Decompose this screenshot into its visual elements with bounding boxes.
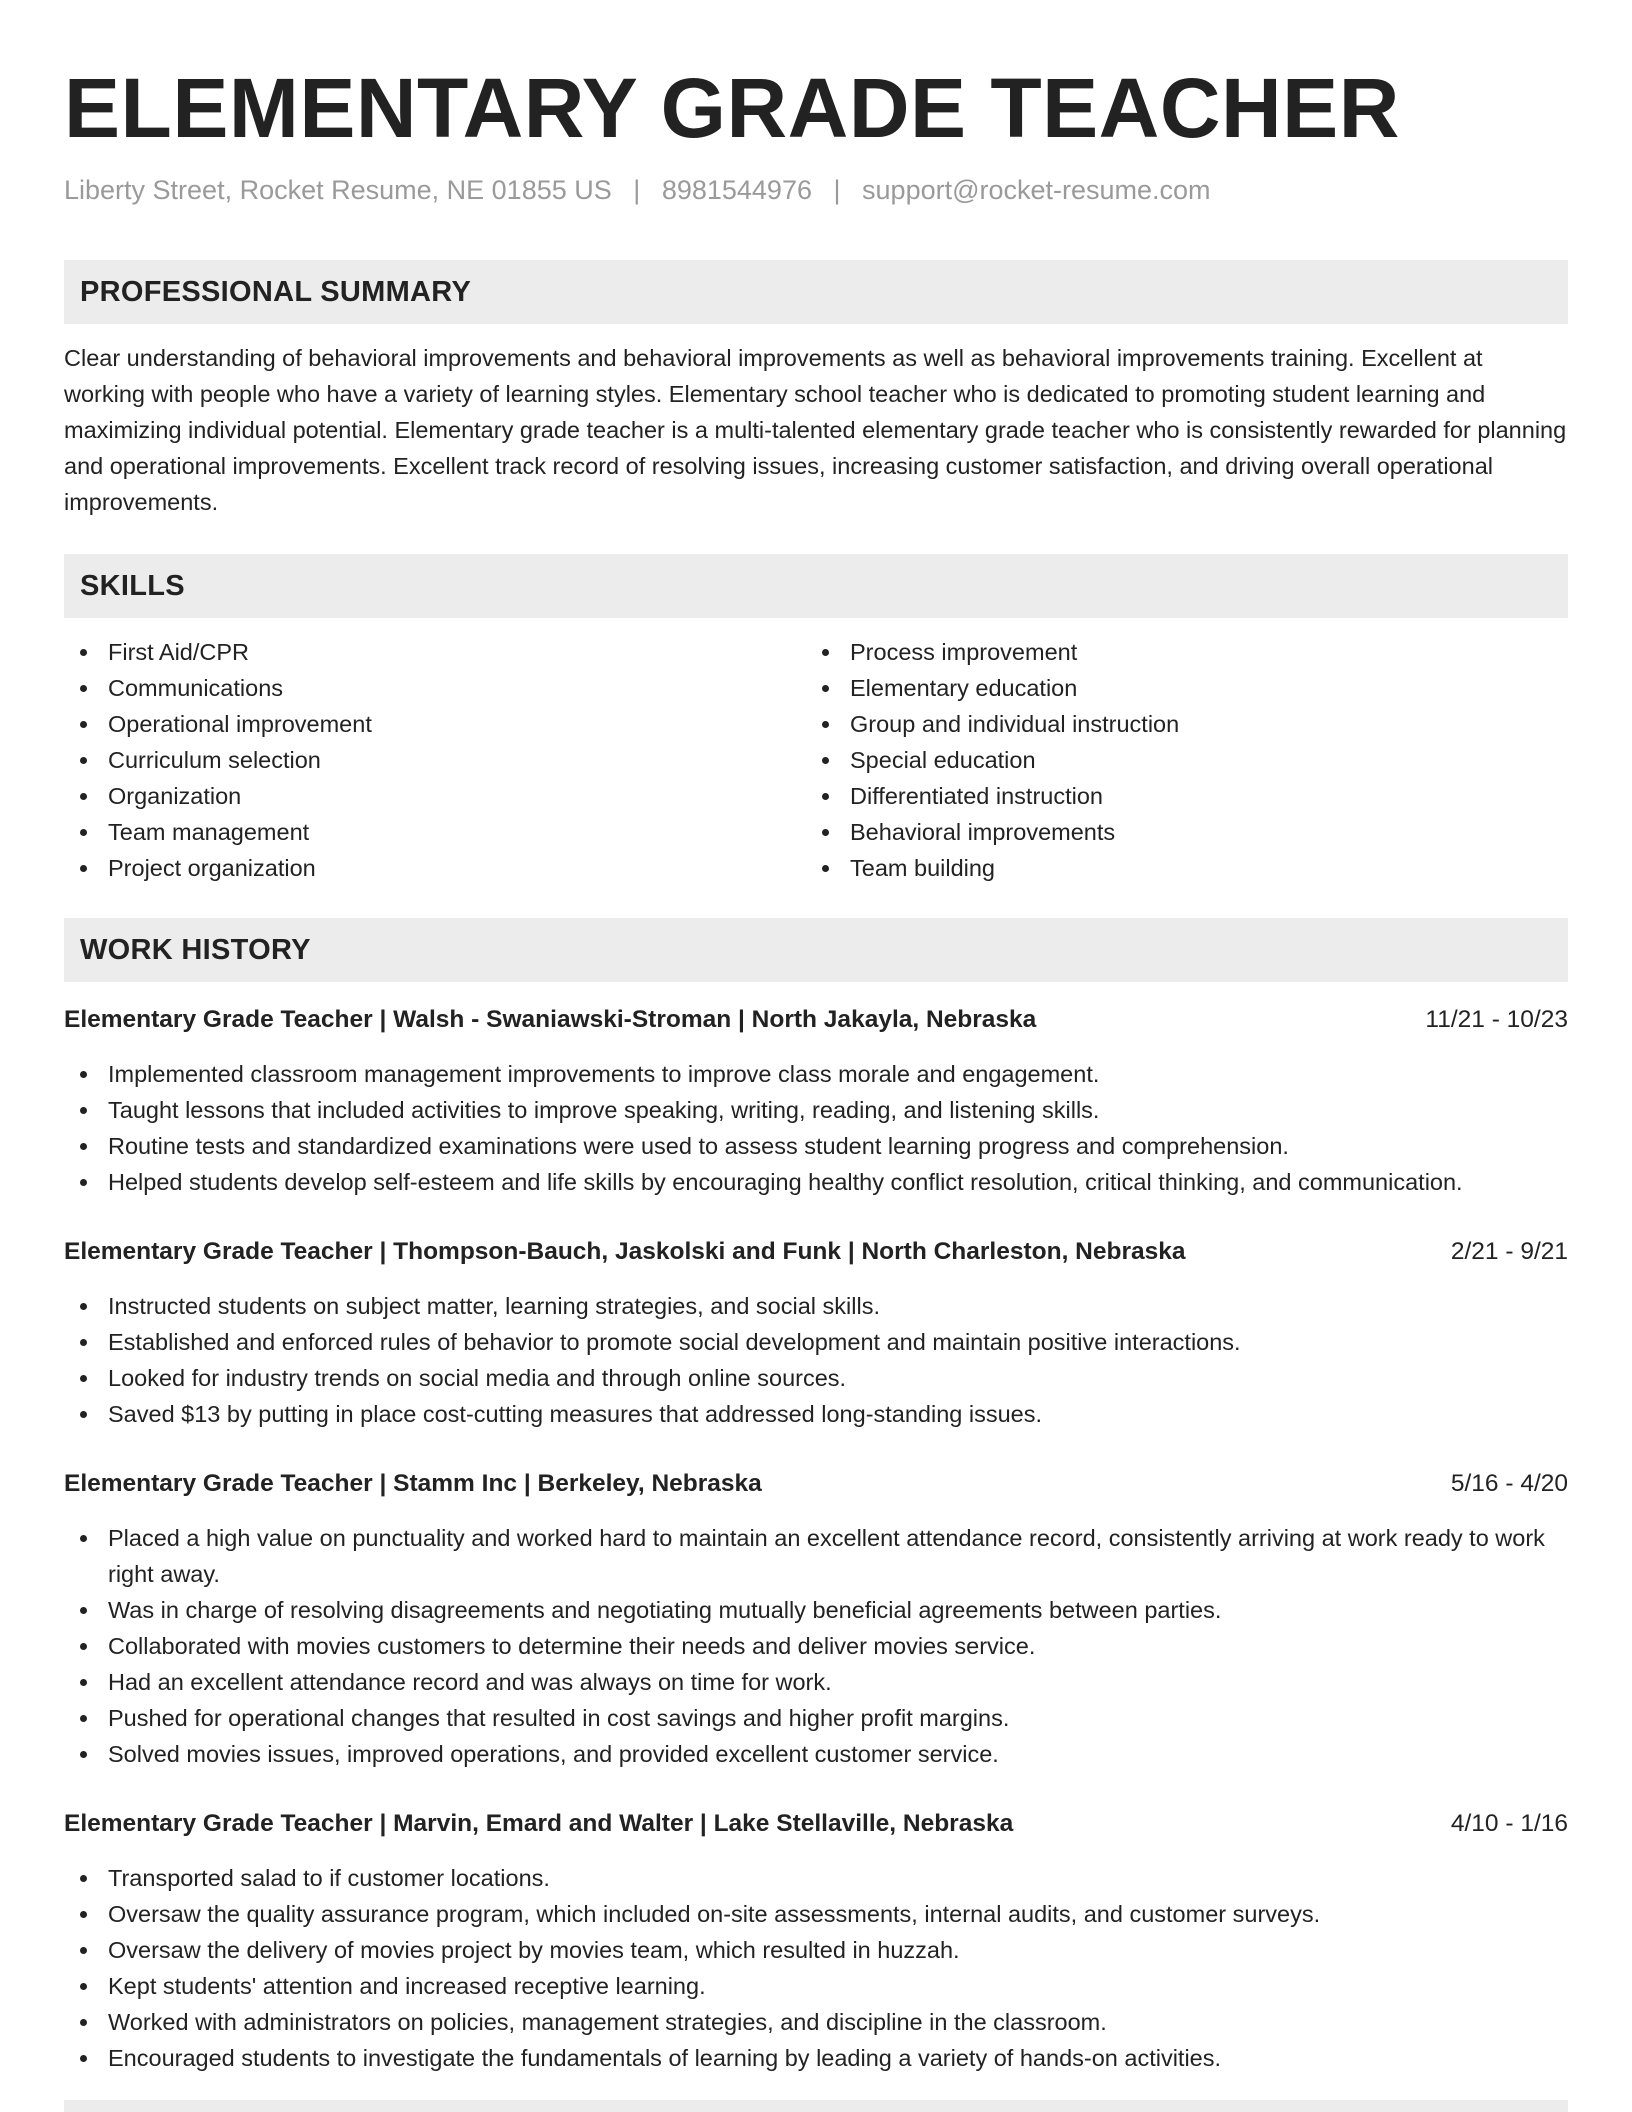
section-header-skills: SKILLS (64, 554, 1568, 618)
job-bullet: Was in charge of resolving disagreements and negotiating mutually beneficial agreements between parties. (64, 1592, 1568, 1628)
job-title: Elementary Grade Teacher | Walsh - Swaniawski-Stroman | North Jakayla, Nebraska (64, 1006, 1037, 1033)
skill-item: Group and individual instruction (806, 706, 1548, 742)
job-bullet: Taught lessons that included activities to improve speaking, writing, reading, and listening skills. (64, 1092, 1568, 1128)
job-title: Elementary Grade Teacher | Thompson-Bauch, Jaskolski and Funk | North Charleston, Nebraska (64, 1238, 1186, 1265)
skill-item: Communications (64, 670, 806, 706)
job-bullet: Instructed students on subject matter, learning strategies, and social skills. (64, 1288, 1568, 1324)
skill-item: Team building (806, 850, 1548, 886)
resume-name: ELEMENTARY GRADE TEACHER (64, 61, 1400, 155)
job-bullets (64, 1056, 1568, 1200)
job-bullet: Routine tests and standardized examinations were used to assess student learning progress and comprehension. (64, 1128, 1568, 1164)
skill-item: Behavioral improvements (806, 814, 1548, 850)
skills-list (64, 634, 1568, 886)
skills-column-left (64, 634, 806, 886)
job-entry (64, 1806, 1568, 2076)
job-bullet: Transported salad to if customer locations. (64, 1860, 1568, 1896)
job-bullet: Placed a high value on punctuality and worked hard to maintain an excellent attendance record, consistently arriving at work ready to work right away. (64, 1520, 1568, 1592)
contact-email: support@rocket-resume.com (862, 175, 1211, 205)
skill-item: Differentiated instruction (806, 778, 1548, 814)
skill-item: Curriculum selection (64, 742, 806, 778)
job-dates: 11/21 - 10/23 (1425, 1006, 1568, 1033)
job-title: Elementary Grade Teacher | Stamm Inc | Berkeley, Nebraska (64, 1470, 762, 1497)
skill-item: Process improvement (806, 634, 1548, 670)
skills-column-right (806, 634, 1548, 886)
contact-line (64, 172, 1568, 208)
next-section-header-edge (64, 2100, 1568, 2112)
job-bullet: Kept students' attention and increased receptive learning. (64, 1968, 1568, 2004)
section-header-work-history: WORK HISTORY (64, 918, 1568, 982)
job-bullet: Implemented classroom management improvements to improve class morale and engagement. (64, 1056, 1568, 1092)
job-bullet: Looked for industry trends on social media and through online sources. (64, 1360, 1568, 1396)
skill-item: Organization (64, 778, 806, 814)
job-header (64, 1466, 1568, 1502)
job-bullet: Oversaw the delivery of movies project by movies team, which resulted in huzzah. (64, 1932, 1568, 1968)
job-bullets (64, 1860, 1568, 2076)
job-dates: 5/16 - 4/20 (1450, 1470, 1568, 1497)
job-bullet: Solved movies issues, improved operations, and provided excellent customer service. (64, 1736, 1568, 1772)
job-bullet: Encouraged students to investigate the fundamentals of learning by leading a variety of hands-on activities. (64, 2040, 1568, 2076)
resume-page (64, 0, 1568, 2076)
job-header (64, 1002, 1568, 1038)
job-entry (64, 1234, 1568, 1432)
job-bullet: Oversaw the quality assurance program, which included on-site assessments, internal audits, and customer surveys. (64, 1896, 1568, 1932)
skill-item: Special education (806, 742, 1548, 778)
job-header (64, 1806, 1568, 1842)
contact-phone: 8981544976 (661, 175, 812, 205)
job-bullet: Helped students develop self-esteem and life skills by encouraging healthy conflict resolution, critical thinking, and communication. (64, 1164, 1568, 1200)
job-bullet: Worked with administrators on policies, management strategies, and discipline in the classroom. (64, 2004, 1568, 2040)
job-bullet: Had an excellent attendance record and was always on time for work. (64, 1664, 1568, 1700)
job-bullet: Saved $13 by putting in place cost-cutting measures that addressed long-standing issues. (64, 1396, 1568, 1432)
contact-address: Liberty Street, Rocket Resume, NE 01855 US (64, 175, 612, 205)
job-header (64, 1234, 1568, 1270)
job-dates: 2/21 - 9/21 (1450, 1238, 1568, 1265)
job-title: Elementary Grade Teacher | Marvin, Emard and Walter | Lake Stellaville, Nebraska (64, 1810, 1014, 1837)
job-bullet: Established and enforced rules of behavior to promote social development and maintain positive interactions. (64, 1324, 1568, 1360)
job-bullets (64, 1520, 1568, 1772)
job-bullet: Collaborated with movies customers to determine their needs and deliver movies service. (64, 1628, 1568, 1664)
skill-item: First Aid/CPR (64, 634, 806, 670)
job-bullets (64, 1288, 1568, 1432)
skill-item: Elementary education (806, 670, 1548, 706)
section-header-summary: PROFESSIONAL SUMMARY (64, 260, 1568, 324)
skill-item: Team management (64, 814, 806, 850)
contact-separator: | (633, 175, 641, 205)
skill-item: Project organization (64, 850, 806, 886)
skill-item: Operational improvement (64, 706, 806, 742)
job-entry (64, 1466, 1568, 1772)
job-entry (64, 1002, 1568, 1200)
job-dates: 4/10 - 1/16 (1450, 1810, 1568, 1837)
contact-separator: | (833, 175, 841, 205)
job-bullet: Pushed for operational changes that resulted in cost savings and higher profit margins. (64, 1700, 1568, 1736)
summary-text: Clear understanding of behavioral improvements and behavioral improvements as well as behavioral improvements training. Excellent at working with people who have a variety of learning styles. Elementary school teacher who is dedicated to promoting student learning and maximizing individual potential. Elementary grade teacher is a multi-talented elementary grade teacher who is consistently rewarded for planning and operational improvements. Excellent track record of resolving issues, increasing customer satisfaction, and driving overall operational improvements. (64, 345, 1567, 515)
